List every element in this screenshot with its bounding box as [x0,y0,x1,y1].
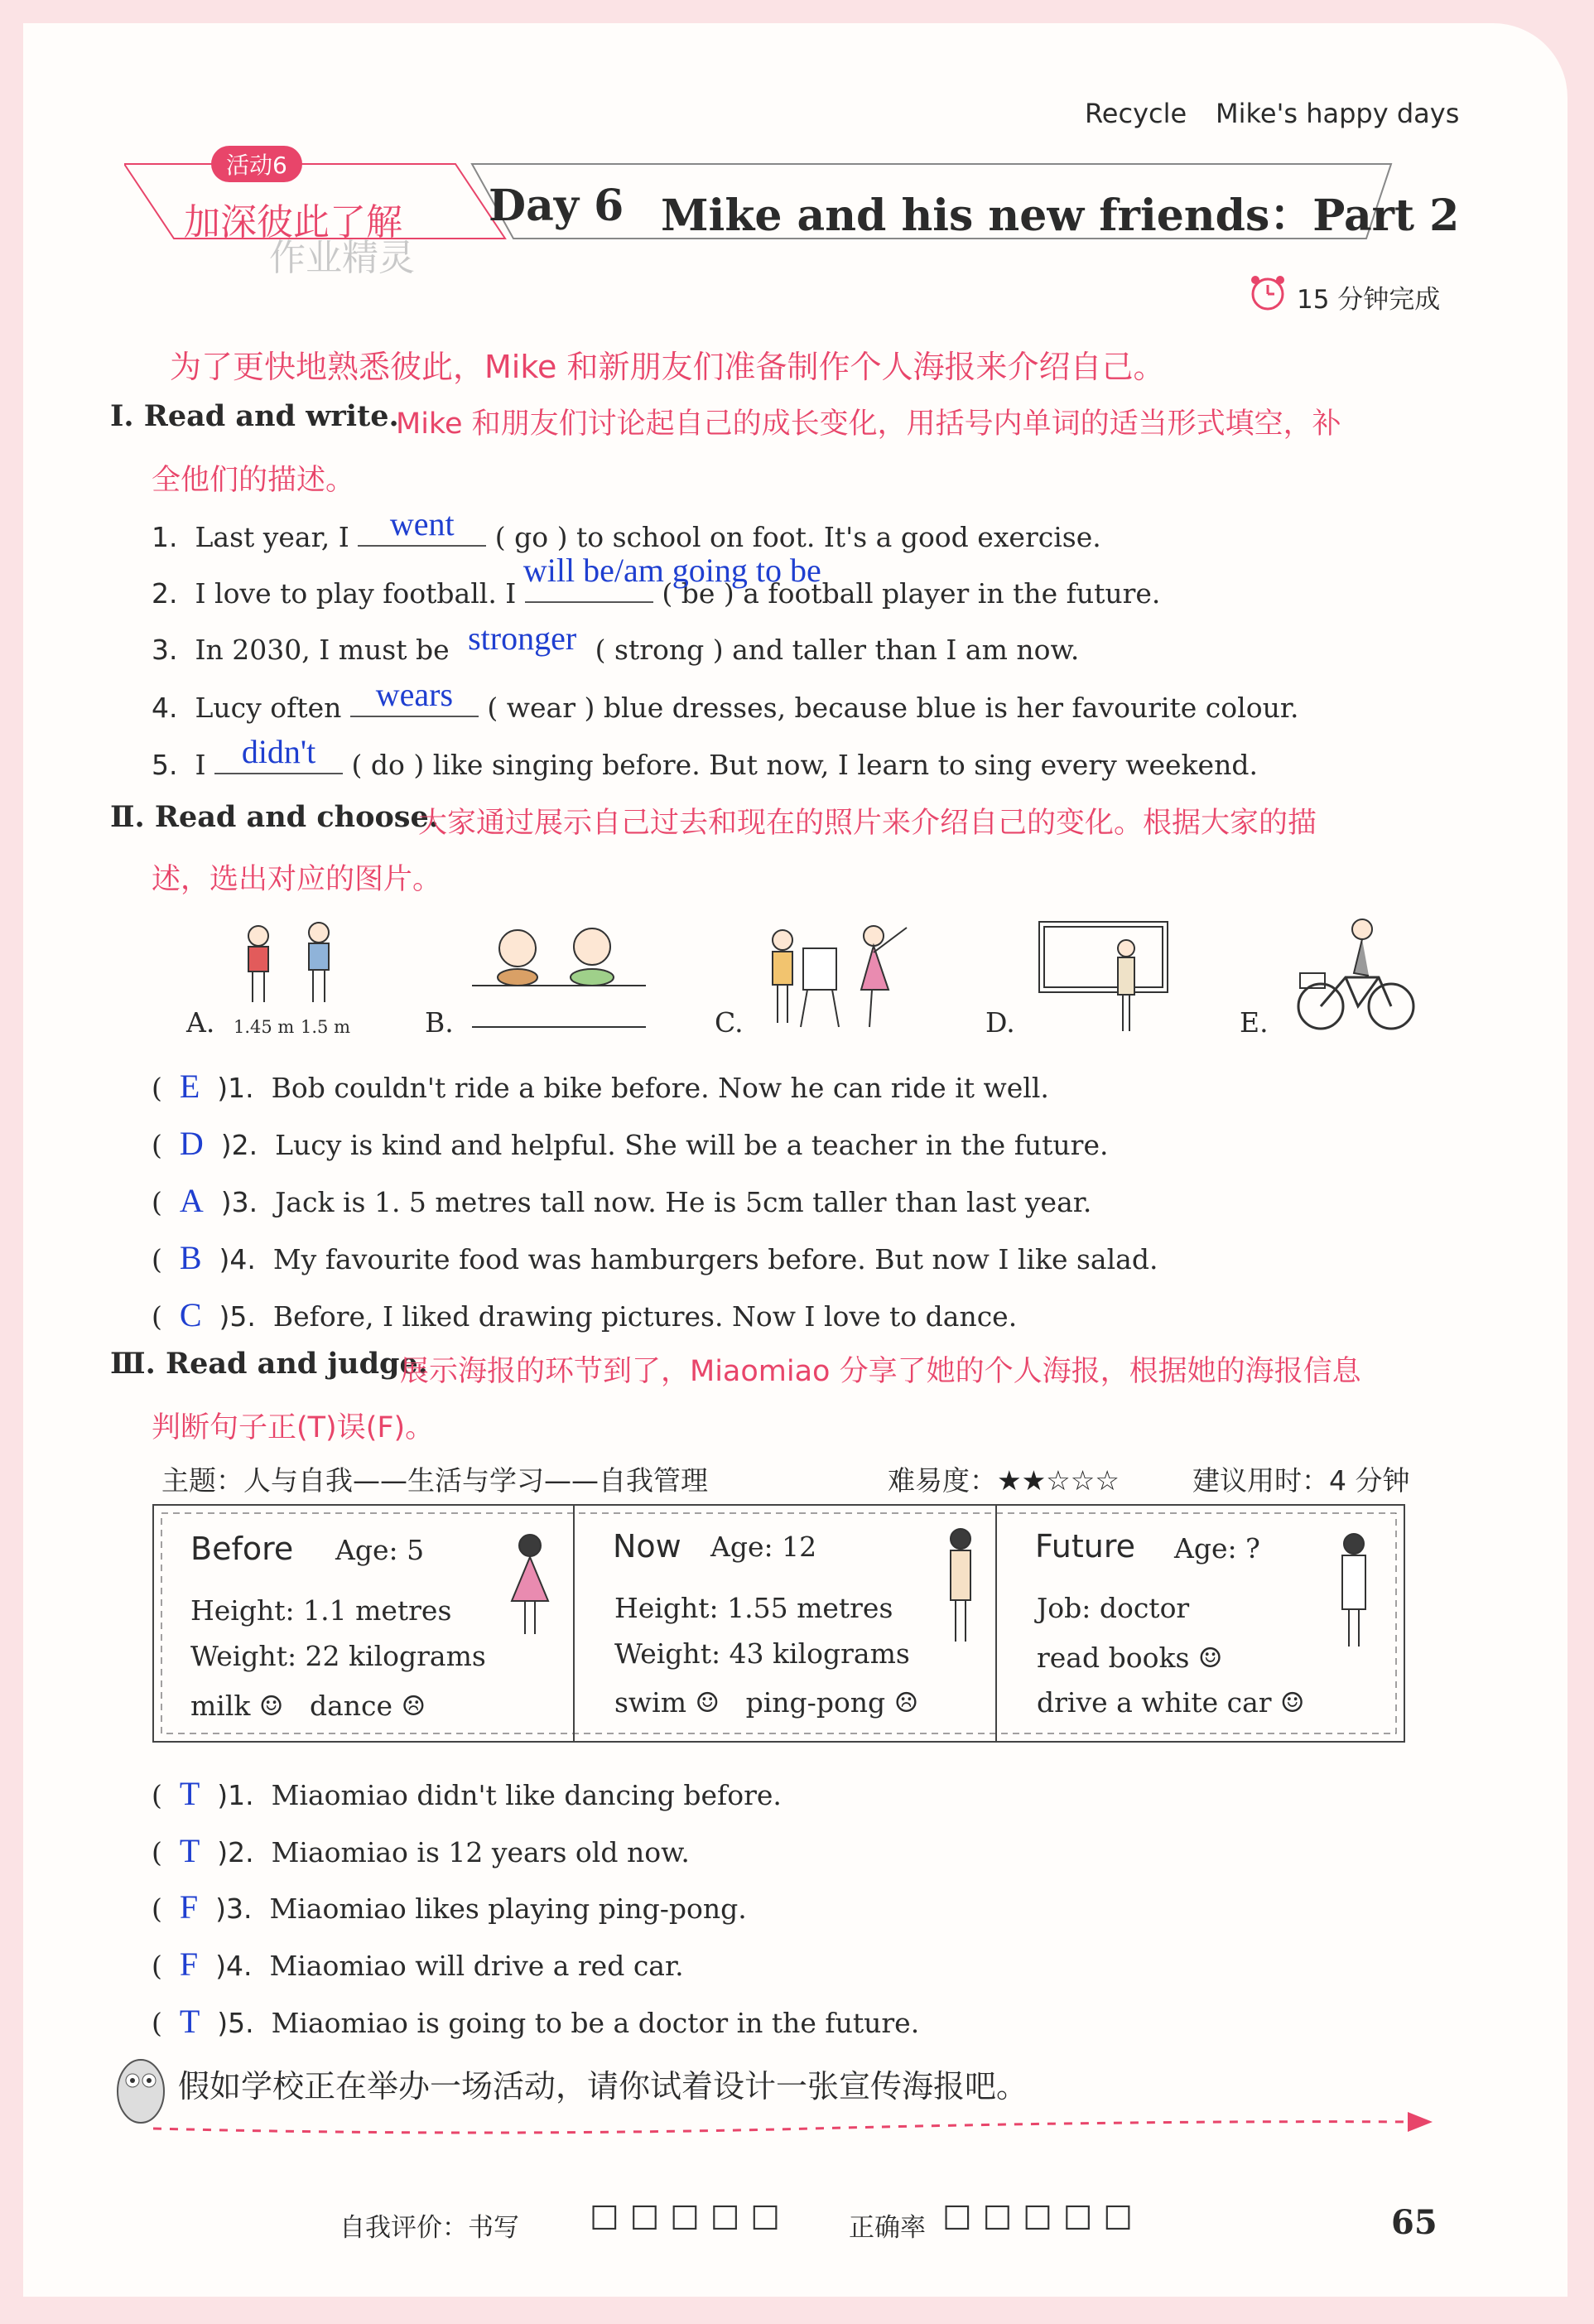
choose-item-5: ( C )5. Before, I liked drawing pictures. Now I love to dance. [152,1296,1018,1333]
watermark: 作业精灵 [269,237,415,279]
smile-face-icon: ☺ [1197,1642,1223,1674]
poster-future-hobby: read books ☺ [1037,1642,1223,1674]
section2-instruction-2: 述，选出对应的图片。 [152,863,442,896]
picture-a-label: A. [186,1006,215,1039]
poster-now-likes: swim ☺ ping-pong ☹ [614,1686,919,1719]
two-boys-picture [240,919,356,1015]
intro-text: 为了更快地熟悉彼此，Mike 和新朋友们准备制作个人海报来介绍自己。 [170,349,1165,385]
answer-choice[interactable]: E [179,1068,200,1105]
drawing-and-dancing-picture [758,915,915,1031]
poster-future-job: Job: doctor [1037,1592,1190,1624]
poster-before-height: Height: 1.1 metres [190,1594,452,1627]
poster-now-age: Age: 12 [710,1531,817,1563]
timer-text: 15 分钟完成 [1297,285,1441,315]
section2-label: Ⅱ. Read and choose. [110,800,439,834]
boy-riding-bike-picture [1288,911,1420,1039]
fill-item-3: 3. In 2030, I must be stronger ( strong ) and taller than I am now. [152,620,1080,666]
header-unit: Recycle [1085,98,1187,129]
answer-judge[interactable]: T [179,2003,200,2040]
picture-d-label: D. [985,1006,1015,1039]
accuracy-label: 正确率 [849,2213,926,2243]
dashed-arrow [149,2104,1441,2145]
poster-now-height: Height: 1.55 metres [614,1592,893,1624]
unhappy-face-icon: ☹ [401,1690,426,1722]
poster-before-age: Age: 5 [335,1534,425,1566]
poster-before-likes: milk ☺ dance ☹ [190,1690,426,1722]
picture-e-label: E. [1240,1006,1269,1039]
section3-instruction: 展示海报的环节到了，Miaomiao 分享了她的个人海报，根据她的海报信息 [400,1355,1361,1388]
poster-before-title: Before [190,1531,294,1567]
activity-subtitle: 加深彼此了解 [184,201,402,243]
section1-instruction-2: 全他们的描述。 [152,464,355,497]
choose-item-1: ( E )1. Bob couldn't ride a bike before. Now he can ride it well. [152,1068,1049,1105]
fill-item-4: 4. Lucy often wears ( wear ) blue dresses, because blue is her favourite colour. [152,676,1299,724]
smile-face-icon: ☺ [695,1686,720,1719]
answer-blank[interactable]: wears [350,686,479,717]
answer-blank[interactable]: didn't [214,743,343,774]
time-label: 建议用时：4 分钟 [1192,1464,1410,1497]
writing-rating-thumbs-icon[interactable]: ☐ ☐ ☐ ☐ ☐ [590,2200,781,2238]
answer-blank[interactable]: stronger [468,620,577,657]
girl-future-doctor-picture [1329,1531,1379,1655]
smile-face-icon: ☺ [1280,1686,1305,1719]
answer-judge[interactable]: T [179,1832,200,1869]
answer-judge[interactable]: F [179,1946,199,1983]
poster-future-age: Age: ? [1174,1532,1260,1565]
theme-label: 主题：人与自我——生活与学习——自我管理 [161,1464,708,1497]
girl-now-picture [936,1526,985,1650]
poster-before-weight: Weight: 22 kilograms [190,1640,486,1672]
poster-now-title: Now [613,1528,681,1565]
teacher-at-board-picture [1035,915,1176,1035]
answer-blank[interactable]: will be/am going to be [525,571,653,603]
judge-item-4: ( F )4. Miaomiao will drive a red car. [152,1946,684,1983]
answer-choice[interactable]: D [179,1125,204,1162]
fill-item-2: 2. I love to play football. I will be/am going to be ( be ) a football player in the future. [152,552,1161,610]
section3-label: Ⅲ. Read and judge. [110,1347,428,1381]
answer-judge[interactable]: T [179,1775,200,1812]
picture-a-height-2: 1.5 m [301,1017,350,1037]
girl-before-picture [497,1531,563,1647]
judge-item-3: ( F )3. Miaomiao likes playing ping-pong. [152,1888,747,1926]
judge-item-2: ( T )2. Miaomiao is 12 years old now. [152,1832,690,1869]
page-number: 65 [1391,2203,1437,2242]
day-subtitle: Mike and his new friends：Part 2 [661,190,1460,241]
activity-badge: 活动6 [211,146,302,182]
section3-instruction-2: 判断句子正(T)误(F)。 [152,1411,435,1444]
accuracy-rating-thumbs-icon[interactable]: ☐ ☐ ☐ ☐ ☐ [942,2200,1134,2238]
difficulty-label: 难易度：★★☆☆☆ [888,1464,1120,1497]
picture-b-label: B. [425,1006,454,1039]
section1-instruction: Mike 和朋友们讨论起自己的成长变化，用括号内单词的适当形式填空，补 [396,407,1341,441]
answer-choice[interactable]: B [179,1239,202,1276]
header-title: Mike's happy days [1216,98,1460,129]
answer-choice[interactable]: C [179,1296,202,1333]
answer-judge[interactable]: F [179,1888,199,1926]
judge-item-5: ( T )5. Miaomiao is going to be a doctor in the future. [152,2003,920,2040]
section2-instruction: 大家通过展示自己过去和现在的照片来介绍自己的变化。根据大家的描 [418,807,1317,840]
two-kids-eating-picture [468,915,650,1031]
fill-item-1: 1. Last year, I went ( go ) to school on foot. It's a good exercise. [152,505,1101,553]
choose-item-3: ( A )3. Jack is 1. 5 metres tall now. He is 5cm taller than last year. [152,1182,1092,1219]
judge-item-1: ( T )1. Miaomiao didn't like dancing before. [152,1775,782,1812]
self-eval-label: 自我评价：书写 [340,2213,519,2243]
answer-blank[interactable]: went [358,515,486,547]
fill-item-5: 5. I didn't ( do ) like singing before. But now, I learn to sing every weekend. [152,733,1258,781]
poster-now-weight: Weight: 43 kilograms [614,1637,910,1670]
poster-future-title: Future [1035,1528,1136,1565]
alarm-clock-icon [1249,273,1287,311]
day-title: Day 6 [489,181,624,231]
poster-future-wish: drive a white car ☺ [1037,1686,1305,1719]
picture-a-height-1: 1.45 m [234,1017,295,1037]
tip-text: 假如学校正在举办一场活动，请你试着设计一张宣传海报吧。 [178,2068,1028,2105]
smile-face-icon: ☺ [258,1690,284,1722]
unhappy-face-icon: ☹ [893,1686,919,1719]
section1-label: Ⅰ. Read and write. [110,399,399,433]
choose-item-4: ( B )4. My favourite food was hamburgers before. But now I like salad. [152,1239,1158,1276]
choose-item-2: ( D )2. Lucy is kind and helpful. She will be a teacher in the future. [152,1125,1109,1162]
difficulty-stars: ★★☆☆☆ [997,1464,1120,1497]
picture-c-label: C. [715,1006,744,1039]
answer-choice[interactable]: A [179,1182,204,1219]
